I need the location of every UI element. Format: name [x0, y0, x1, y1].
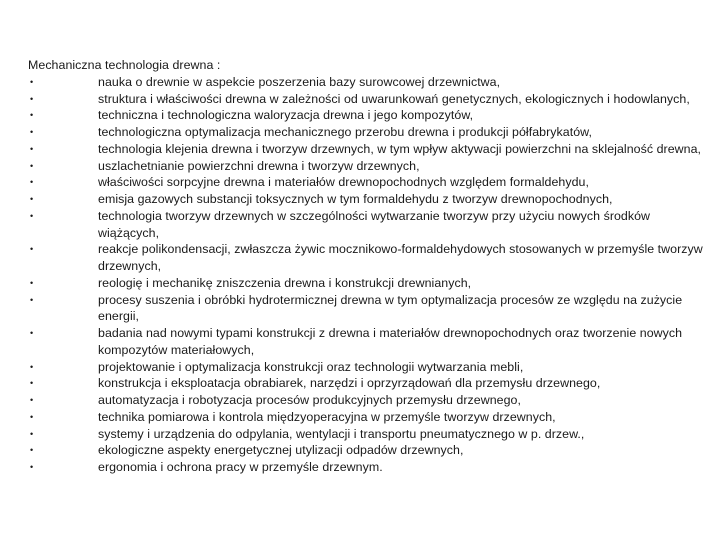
- bullet-list: [28, 74, 708, 476]
- list-item: [28, 174, 708, 191]
- list-item-text: projektowanie i optymalizacja konstrukcji oraz technologii wytwarzania mebli,: [98, 359, 524, 374]
- list-item: [28, 442, 708, 459]
- bullet-marker: •: [30, 194, 34, 204]
- bullet-marker: •: [30, 177, 34, 188]
- list-item: [28, 74, 708, 91]
- list-item-text: reologię i mechanikę zniszczenia drewna i konstrukcji drewnianych,: [98, 275, 472, 290]
- list-item: [28, 426, 708, 443]
- list-item: [28, 275, 708, 292]
- list-item-text: ekologiczne aspekty energetycznej utylizacji odpadów drzewnych,: [98, 443, 464, 458]
- bullet-marker: •: [30, 328, 34, 338]
- list-item-text: technologia tworzyw drzewnych w szczególności wytwarzanie tworzyw przy użyciu nowych środków wiążących,: [98, 208, 651, 240]
- bullet-marker: •: [30, 445, 34, 456]
- list-item: [28, 107, 708, 124]
- list-item: [28, 141, 708, 158]
- bullet-marker: •: [30, 210, 34, 221]
- list-item: [28, 325, 708, 359]
- bullet-marker: •: [30, 160, 34, 171]
- list-item: [28, 375, 708, 392]
- list-item-text: technologia klejenia drewna i tworzyw drzewnych, w tym wpływ aktywacji powierzchni na sklejalność drewna,: [98, 141, 702, 156]
- bullet-marker: •: [30, 93, 34, 104]
- list-item-text: nauka o drewnie w aspekcie poszerzenia bazy surowcowej drzewnictwa,: [98, 74, 501, 89]
- bullet-marker: •: [30, 411, 34, 422]
- bullet-marker: •: [30, 378, 34, 389]
- bullet-marker: •: [30, 462, 34, 472]
- bullet-marker: •: [30, 127, 34, 137]
- bullet-marker: •: [30, 143, 34, 154]
- list-item-text: systemy i urządzenia do odpylania, wentylacji i transportu pneumatycznego w p. drzew.,: [98, 426, 585, 441]
- list-item-text: procesy suszenia i obróbki hydrotermicznej drewna w tym optymalizacja procesów ze względu na zużycie energii,: [98, 292, 683, 324]
- document-title: Mechaniczna technologia drewna :: [28, 58, 221, 72]
- list-item-text: technika pomiarowa i kontrola międzyoperacyjna w przemyśle tworzyw drzewnych,: [98, 409, 556, 424]
- list-item: [28, 459, 708, 476]
- list-item-text: ergonomia i ochrona pracy w przemyśle drzewnym.: [98, 460, 383, 474]
- list-item: [28, 124, 708, 141]
- list-item: [28, 208, 708, 242]
- list-item: [28, 241, 708, 275]
- bullet-marker: •: [30, 428, 34, 439]
- list-item: [28, 359, 708, 376]
- list-item: [28, 191, 708, 208]
- list-item-text: konstrukcja i eksploatacja obrabiarek, narzędzi i oprzyrządowań dla przemysłu drzewnego,: [98, 376, 601, 391]
- list-item-text: badania nad nowymi typami konstrukcji z drewna i materiałów drewnopochodnych oraz tworzenie nowych kompozytów materiałowych,: [98, 326, 683, 357]
- list-item: [28, 409, 708, 426]
- document-body: [28, 57, 708, 476]
- bullet-marker: •: [30, 294, 34, 305]
- bullet-marker: •: [30, 244, 34, 255]
- bullet-marker: •: [30, 361, 34, 372]
- list-item: [28, 158, 708, 175]
- list-item: [28, 292, 708, 326]
- bullet-marker: •: [30, 395, 34, 405]
- list-item-text: reakcje polikondensacji, zwłaszcza żywic mocznikowo-formaldehydowych stosowanych w przemyśle tworzyw drzewnych,: [98, 242, 703, 273]
- list-item: [28, 91, 708, 108]
- bullet-marker: •: [30, 76, 34, 87]
- list-item-text: techniczna i technologiczna waloryzacja drewna i jego kompozytów,: [98, 108, 474, 123]
- list-item-text: automatyzacja i robotyzacja procesów produkcyjnych przemysłu drzewnego,: [98, 393, 521, 407]
- bullet-marker: •: [30, 277, 34, 288]
- list-item-text: emisja gazowych substancji toksycznych w tym formaldehydu z tworzyw drewnopochodnych,: [98, 192, 613, 206]
- bullet-marker: •: [30, 110, 34, 121]
- list-item-text: właściwości sorpcyjne drewna i materiałów drewnopochodnych względem formaldehydu,: [98, 175, 589, 190]
- list-item: [28, 392, 708, 409]
- list-item-text: technologiczna optymalizacja mechanicznego przerobu drewna i produkcji półfabrykatów,: [98, 125, 592, 139]
- list-item-text: struktura i właściwości drewna w zależności od uwarunkowań genetycznych, ekologicznych i hodowlanych,: [98, 91, 690, 106]
- list-item-text: uszlachetnianie powierzchni drewna i tworzyw drzewnych,: [98, 158, 420, 173]
